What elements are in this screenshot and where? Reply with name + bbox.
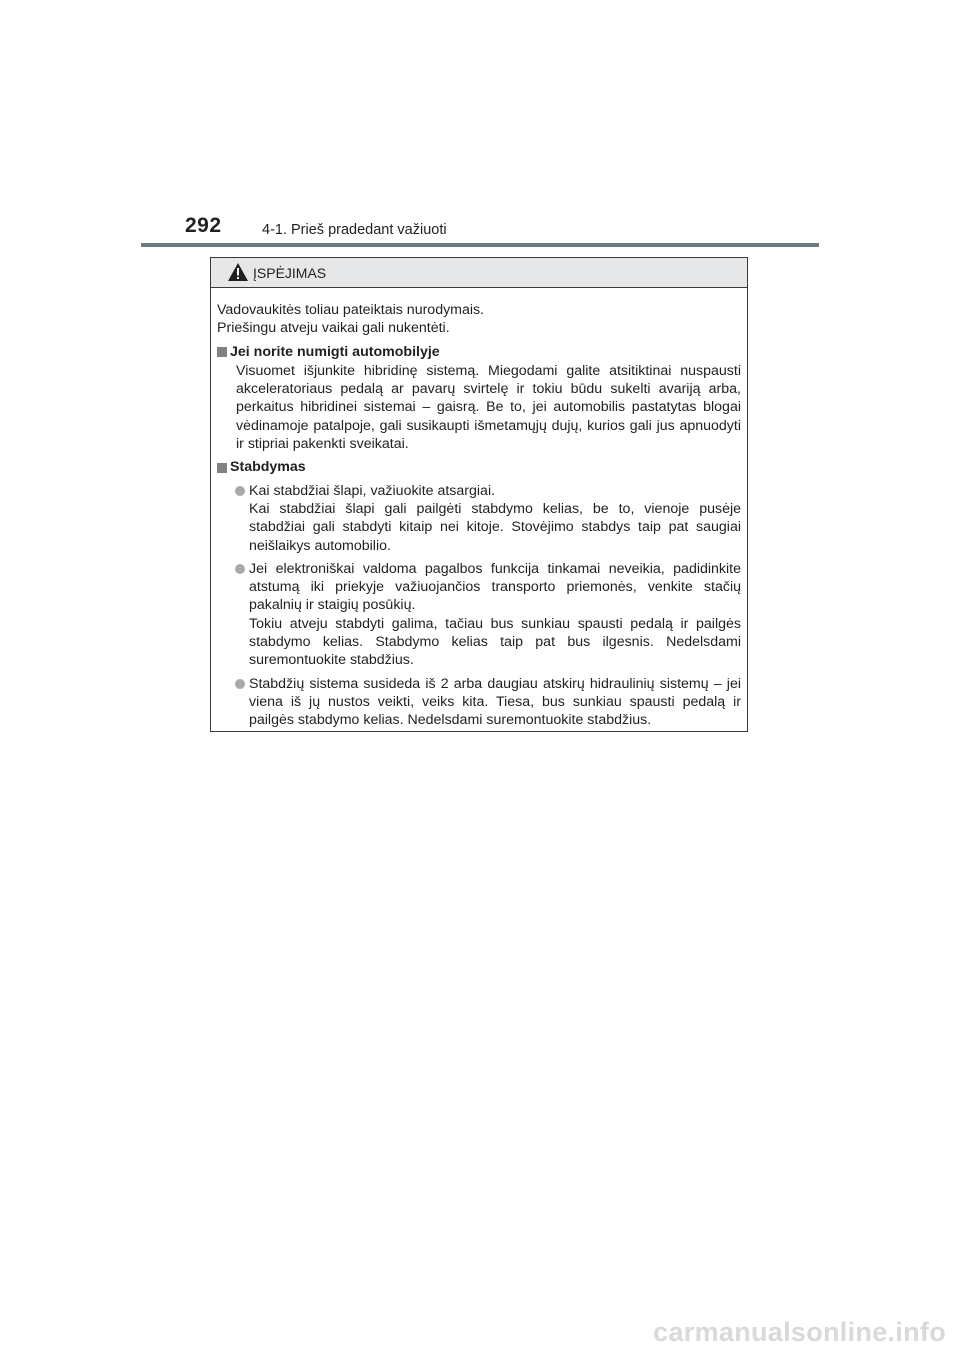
section-heading (217, 458, 741, 476)
warning-box (210, 257, 748, 732)
page-number: 292 (185, 214, 222, 237)
section-title: 4-1. Prieš pradedant važiuoti (262, 222, 447, 238)
bullet-paragraph: Stabdžių sistema susideda iš 2 arba daugiau atskirų hidraulinių sistemų – jei viena iš jų nustos veikti, veiks kita. Tiesa, bus sunkiau spausti pedalą ir pailgės stabdymo kelias. Nedelsdami suremontuokite stabdžius. (249, 675, 741, 729)
bullet-paragraph: Jei elektroniškai valdoma pagalbos funkcija tinkamai neveikia, padidinkite atstumą iki priekyje važiuojančios transporto priemonės, venkite stačių pakalnių ir staigių posūkių. (249, 560, 741, 614)
warning-body (211, 288, 747, 730)
bullet-item (217, 675, 741, 730)
bullet-paragraph: Tokiu atveju stabdyti galima, tačiau bus sunkiau spausti pedalą ir pailgės stabdymo kelias. Stabdymo kelias taip pat bus ilgesnis. Nedelsdami suremontuokite stabdžius. (249, 615, 741, 669)
intro-line: Priešingu atveju vaikai gali nukentėti. (217, 320, 450, 337)
square-bullet-icon (217, 347, 227, 357)
section-heading (217, 343, 741, 361)
header-rule (141, 243, 819, 247)
section-heading-text: Stabdymas (230, 459, 306, 476)
bullet-paragraph: Kai stabdžiai šlapi, važiuokite atsargiai. (249, 482, 496, 499)
round-bullet-icon (235, 564, 245, 574)
section-heading-text: Jei norite numigti automobilyje (230, 343, 440, 360)
page-header (0, 0, 960, 250)
round-bullet-icon (235, 679, 245, 689)
square-bullet-icon (217, 463, 227, 473)
warning-label: ĮSPĖJIMAS (253, 265, 327, 281)
round-bullet-icon (235, 486, 245, 496)
bullet-item (217, 560, 741, 670)
intro-line: Vadovaukitės toliau pateiktais nurodymais. (217, 302, 485, 318)
watermark: carmanualsonline.info (653, 1317, 946, 1347)
bullet-paragraph: Kai stabdžiai šlapi gali pailgėti stabdymo kelias, be to, vienoje pusėje stabdžiai gali stabdyti kitaip nei kitoje. Stovėjimo stabdys taip pat saugiai neišlaikys automobilio. (249, 500, 741, 554)
section-text: Visuomet išjunkite hibridinę sistemą. Miegodami galite atsitiktinai nuspausti akceleratoriaus pedalą ar pavarų svirtelę ir tokiu būdu sukelti avariją arba, perkaitus hibridinei sistemai – gaisrą. Be to, jei automobilis pastatytas blogai vėdinamoje patalpoje, gali susikaupti išmetamųjų dujų, kurios gali jus apnuodyti ir stipriai pakenkti sveikatai. (236, 362, 741, 453)
bullet-item (217, 482, 741, 555)
warning-triangle-icon (227, 262, 249, 282)
section-braking (217, 458, 741, 729)
section-sleeping (217, 343, 741, 454)
warning-intro (217, 301, 741, 338)
warning-header (211, 258, 747, 288)
